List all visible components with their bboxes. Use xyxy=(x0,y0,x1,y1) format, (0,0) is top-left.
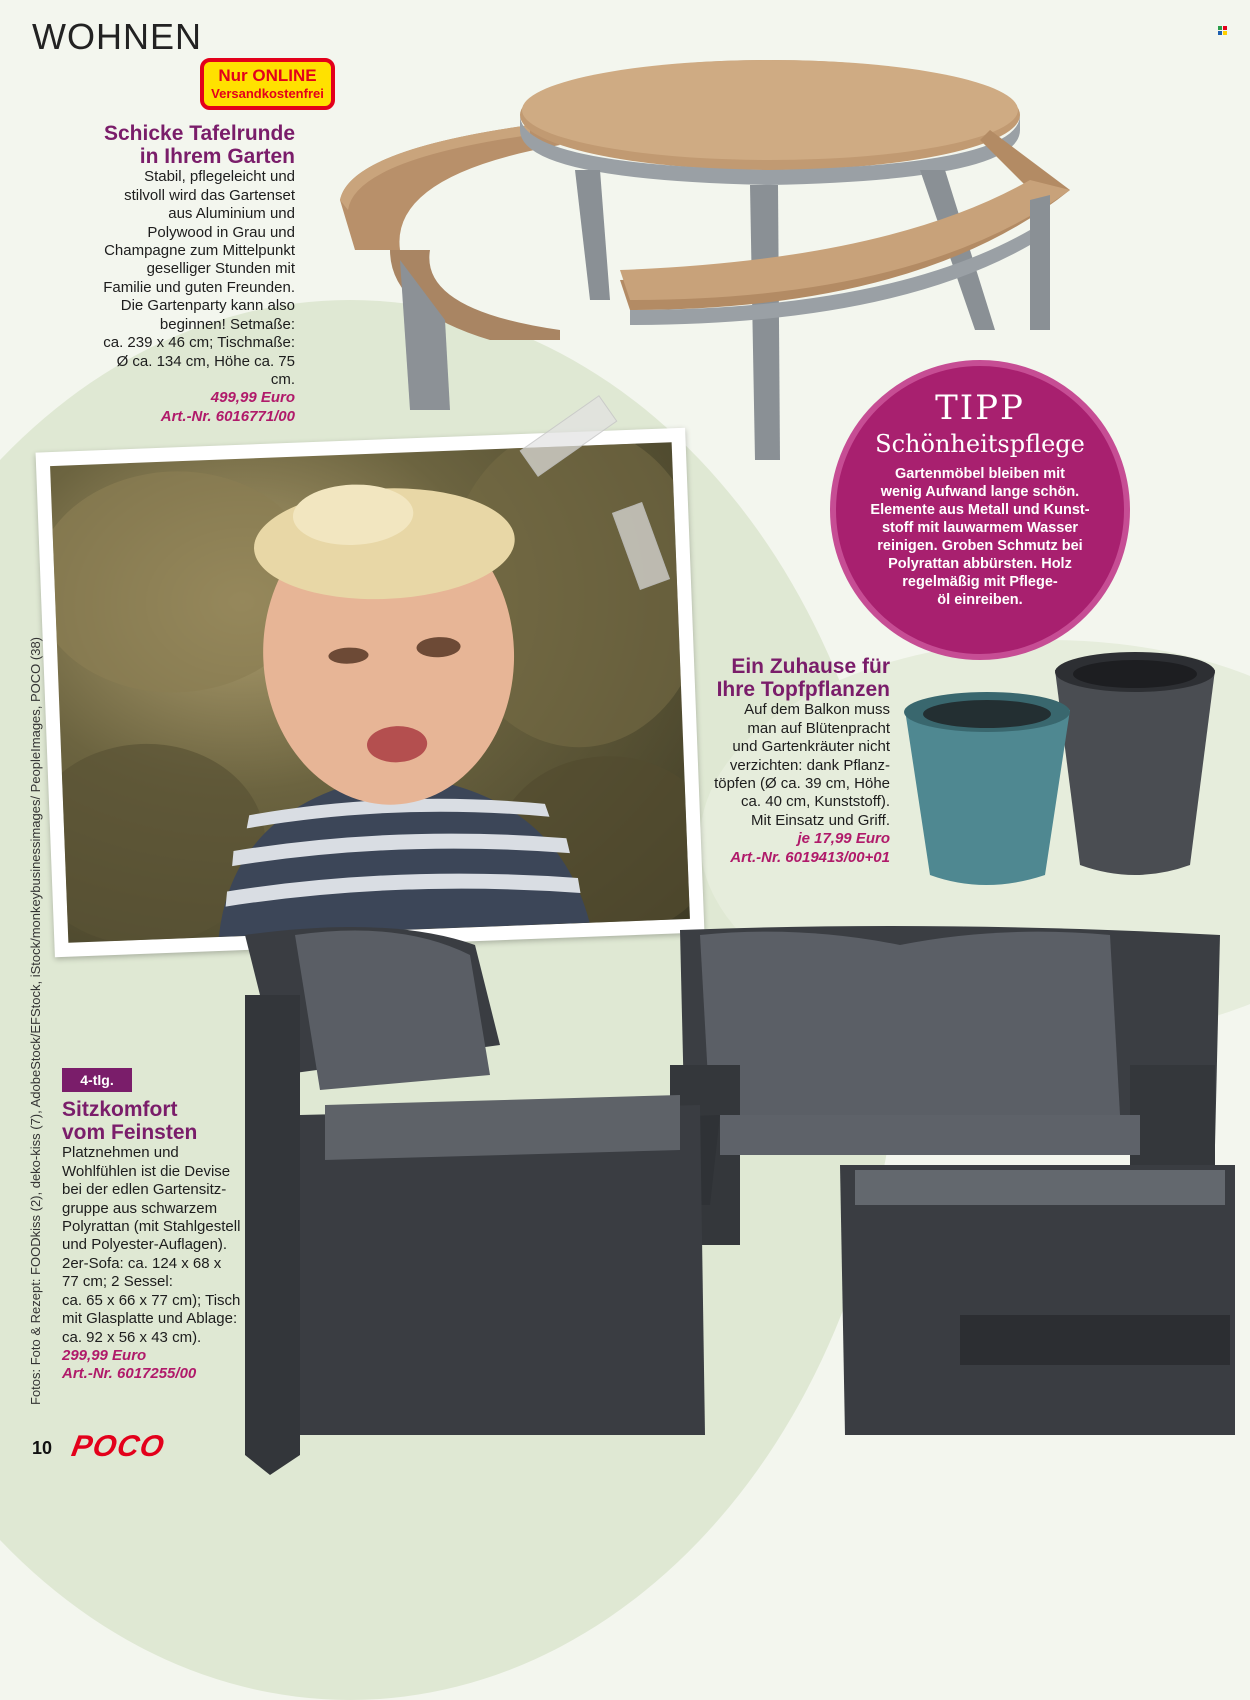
poco-logo: POCO xyxy=(69,1430,168,1463)
child-photo xyxy=(50,442,690,943)
table-offer-line: Die Gartenparty kann also xyxy=(120,297,295,315)
pots-offer-line: und Gartenkräuter nicht xyxy=(732,738,890,756)
lounge-offer-line: Polyrattan (mit Stahlgestell xyxy=(62,1217,241,1235)
plant-pots-image xyxy=(900,650,1230,890)
lounge-offer-line: gruppe aus schwarzem xyxy=(62,1199,218,1217)
tipp-line: stoff mit lauwarmem Wasser xyxy=(881,519,1079,536)
page-marker-icon xyxy=(1218,26,1228,36)
table-offer-line: geselliger Stunden mit xyxy=(146,260,295,278)
lounge-offer-line: ca. 92 x 56 x 43 cm). xyxy=(62,1328,202,1346)
tipp-line: Gartenmöbel bleiben mit xyxy=(895,466,1065,482)
pots-offer-line: man auf Blütenpracht xyxy=(747,719,890,737)
table-offer-line: Familie und guten Freunden. xyxy=(103,278,295,296)
lounge-offer-line: Platznehmen und xyxy=(62,1144,179,1162)
pots-offer-price: je 17,99 Euro xyxy=(797,830,890,848)
lounge-offer-line: ca. 65 x 66 x 77 cm); Tisch xyxy=(62,1291,241,1309)
tipp-title: TIPP xyxy=(935,388,1025,428)
pots-offer-line: töpfen (Ø ca. 39 cm, Höhe xyxy=(714,774,890,792)
table-offer-heading-1: Schicke Tafelrunde xyxy=(103,122,295,145)
lounge-offer-line: mit Glasplatte und Ablage: xyxy=(62,1310,238,1328)
lounge-offer-line: bei der edlen Gartensitz- xyxy=(62,1181,227,1199)
pots-offer-line: Auf dem Balkon muss xyxy=(744,701,890,719)
table-offer-line: Stabil, pflegeleicht und xyxy=(144,168,295,186)
lounge-offer-line: 2er-Sofa: ca. 124 x 68 x xyxy=(62,1254,222,1272)
tipp-line: reinigen. Groben Schmutz bei xyxy=(877,537,1083,554)
lounge-offer-heading-2: vom Feinsten xyxy=(62,1121,198,1145)
table-offer-line: Ø ca. 134 cm, Höhe ca. 75 cm. xyxy=(116,352,295,388)
table-offer-line: Polywood in Grau und xyxy=(147,223,295,241)
pots-offer-article: Art.-Nr. 6019413/00+01 xyxy=(730,848,890,866)
lounge-offer-line: und Polyester-Auflagen). xyxy=(62,1236,228,1254)
pots-offer-line: ca. 40 cm, Kunststoff). xyxy=(741,793,890,811)
tipp-text xyxy=(836,466,1124,610)
table-offer-line: aus Aluminium und xyxy=(168,205,295,223)
tipp-circle xyxy=(830,360,1130,660)
tipp-line: Elemente aus Metall und Kunst- xyxy=(870,501,1090,518)
pots-offer-heading-2: Ihre Topfpflanzen xyxy=(716,678,890,702)
tipp-line: öl einreiben. xyxy=(937,591,1023,608)
table-offer-line: beginnen! Setmaße: xyxy=(159,315,295,333)
table-offer-line: stilvoll wird das Gartenset xyxy=(124,186,295,204)
photo-credits: Fotos: Foto & Rezept: FOODkiss (2), deko-kiss (7), AdobeStock/EFStock, iStock/monkeybusinessimages/ PeopleImages, POCO (38) xyxy=(28,636,43,1405)
online-badge xyxy=(200,58,335,110)
online-badge-line2: Versandkostenfrei xyxy=(211,86,324,101)
pots-offer-line: Mit Einsatz und Griff. xyxy=(751,811,890,829)
pots-offer-heading-1: Ein Zuhause für xyxy=(731,655,890,678)
lounge-offer-article: Art.-Nr. 6017255/00 xyxy=(62,1365,197,1383)
table-offer-article: Art.-Nr. 6016771/00 xyxy=(160,407,295,425)
lounge-offer-line: 77 cm; 2 Sessel: xyxy=(62,1273,173,1291)
tipp-line: regelmäßig mit Pflege- xyxy=(902,573,1058,590)
pots-offer-text xyxy=(700,655,890,867)
section-title: WOHNEN xyxy=(32,16,202,57)
online-badge-line1: Nur ONLINE xyxy=(218,66,317,85)
lounge-offer-line: Wohlfühlen ist die Devise xyxy=(62,1162,231,1180)
child-photo-frame xyxy=(36,428,705,958)
table-offer-price: 499,99 Euro xyxy=(210,389,295,407)
table-offer-line: Champagne zum Mittelpunkt xyxy=(104,241,295,259)
lounge-offer-price: 299,99 Euro xyxy=(62,1347,147,1364)
tipp-subtitle: Schönheitspflege xyxy=(875,430,1085,458)
lounge-offer-heading-1: Sitzkomfort xyxy=(62,1098,178,1121)
table-offer-text xyxy=(90,122,295,426)
set-size-tag: 4-tlg. xyxy=(62,1068,132,1092)
tipp-line: wenig Aufwand lange schön. xyxy=(880,483,1080,500)
table-offer-line: ca. 239 x 46 cm; Tischmaße: xyxy=(103,334,295,352)
tipp-line: Polyrattan abbürsten. Holz xyxy=(888,555,1072,572)
lounge-set-image xyxy=(240,915,1250,1485)
table-offer-heading-2: in Ihrem Garten xyxy=(139,145,295,169)
page-number: 10 xyxy=(32,1438,53,1458)
pots-offer-line: verzichten: dank Pflanz- xyxy=(729,756,890,774)
lounge-offer-text xyxy=(62,1098,302,1384)
